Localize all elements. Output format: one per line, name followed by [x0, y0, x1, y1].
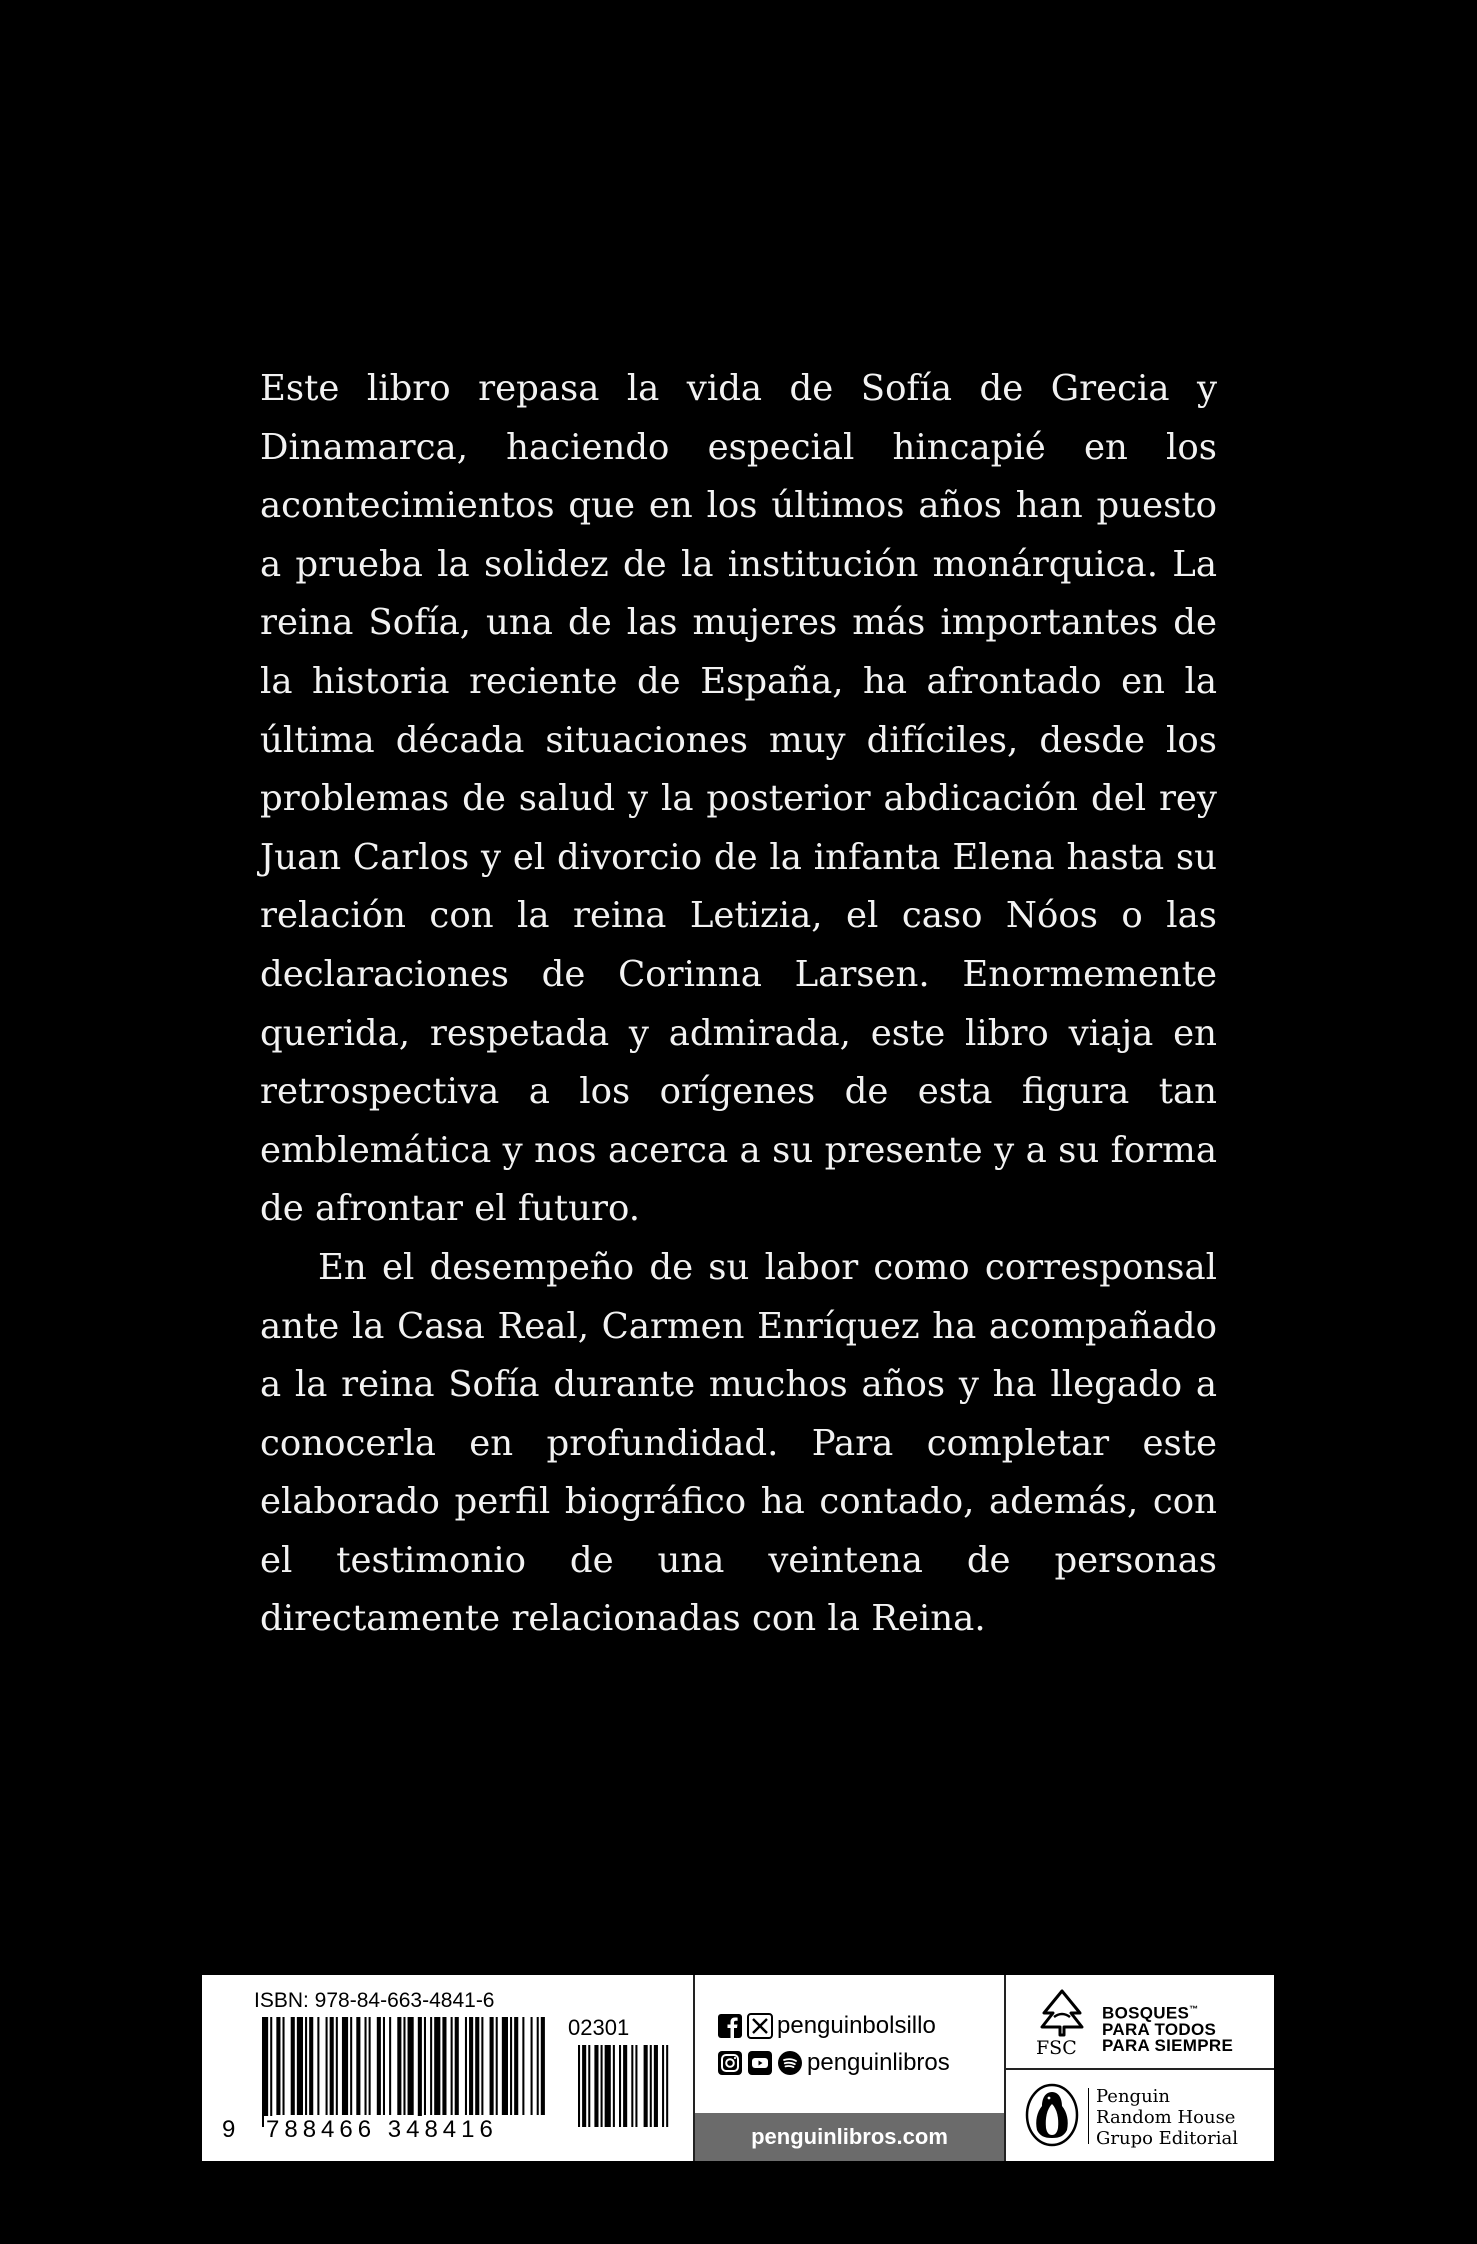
barcode-bar: [408, 2017, 414, 2115]
barcode-digits: 788466 348416: [266, 2116, 498, 2143]
barcode-bar: [496, 2017, 498, 2115]
barcode-bar: [397, 2017, 401, 2115]
barcode-bar: [317, 2017, 319, 2115]
barcode-box: [202, 1975, 695, 2161]
youtube-icon: [747, 2050, 773, 2076]
addon-barcode-bar: [666, 2045, 668, 2127]
social-row-libros: [717, 2049, 950, 2077]
blurb-paragraph-1: Este libro repasa la vida de Sofía de Grecia y Dinamarca, haciendo especial hincapié en los acontecimientos que en los últimos años han puesto a prueba la solidez de la institución monárquica. La reina Sofía, una de las mujeres más importantes de la historia reciente de España, ha afrontado en la última década situaciones muy difíciles, desde los problemas de salud y la posterior abdicación del rey Juan Carlos y el divorcio de la infanta Elena hasta su relación con la reina Letizia, el caso Nóos o las declaraciones de Corinna Larsen. Enormemente querida, respetada y admirada, este libro viaja en retrospectiva a los orígenes de esta figura tan emblemática y nos acerca a su presente y a su forma de afrontar el futuro.: [260, 368, 1217, 1230]
fsc-slogan: [1102, 2001, 1233, 2054]
fsc-slogan-line-3: PARA SIEMPRE: [1102, 2035, 1234, 2055]
barcode-bar: [365, 2017, 367, 2115]
addon-barcode-bar: [654, 2045, 658, 2127]
barcode-bar: [514, 2017, 518, 2115]
handle-penguinbolsillo: penguinbolsillo: [777, 2012, 936, 2039]
trademark-symbol: ™: [1189, 2004, 1199, 2014]
barcode-addon-code: 02301: [568, 2015, 630, 2040]
barcode-bar: [490, 2017, 494, 2115]
barcode-bar: [424, 2017, 426, 2115]
addon-barcode-bar: [578, 2045, 580, 2127]
publisher-info-panel: [202, 1975, 1274, 2161]
addon-barcode-bar: [601, 2045, 603, 2127]
fsc-label: FSC: [1036, 2037, 1077, 2059]
barcode-bar: [309, 2017, 313, 2115]
logos-box: [1006, 1975, 1274, 2161]
publisher-logo: [1006, 2070, 1274, 2161]
fsc-slogan-line-1: BOSQUES: [1102, 2003, 1190, 2023]
social-row-bolsillo: [717, 2012, 936, 2040]
barcode-bar: [403, 2017, 405, 2115]
handle-penguinlibros: penguinlibros: [807, 2049, 950, 2076]
back-cover-blurb: [260, 360, 1217, 1649]
x-icon: [747, 2013, 773, 2039]
facebook-icon: [717, 2013, 743, 2039]
addon-barcode-bar: [644, 2045, 648, 2127]
barcode-bar: [356, 2017, 360, 2115]
spotify-icon: [777, 2050, 803, 2076]
social-media-box: [695, 1975, 1006, 2161]
barcode-bar: [377, 2017, 381, 2115]
barcode-bar: [510, 2017, 512, 2115]
barcode-bar: [442, 2017, 446, 2115]
barcode-bar: [418, 2017, 422, 2127]
barcode-bar: [383, 2017, 385, 2115]
addon-barcode-bar: [588, 2045, 590, 2127]
addon-barcode-bar: [623, 2045, 627, 2127]
isbn-label: ISBN: 978-84-663-4841-6: [254, 1989, 495, 2012]
barcode-bar: [350, 2017, 352, 2115]
barcode-bar: [451, 2017, 453, 2115]
barcode-bar: [283, 2017, 285, 2115]
addon-barcode-bar: [619, 2045, 621, 2127]
website-url[interactable]: penguinlibros.com: [695, 2113, 1004, 2161]
barcode-bar: [330, 2017, 334, 2115]
barcode-bar: [502, 2017, 508, 2115]
publisher-divider: [1088, 2088, 1089, 2144]
addon-barcode-bar: [605, 2045, 611, 2127]
barcode-bar: [541, 2017, 545, 2115]
barcode-bar: [430, 2017, 432, 2115]
publisher-line-3: Grupo Editorial: [1096, 2128, 1238, 2149]
barcode-bar: [326, 2017, 328, 2115]
barcode-bar: [297, 2017, 303, 2115]
fsc-slogan-line-2: PARA TODOS: [1102, 2019, 1217, 2039]
barcode-bar: [305, 2017, 307, 2115]
penguin-icon: [1024, 2082, 1080, 2148]
barcode-bar: [531, 2017, 533, 2115]
addon-barcode-bar: [613, 2045, 615, 2127]
addon-barcode-bar: [662, 2045, 664, 2127]
addon-barcode-bar: [631, 2045, 633, 2127]
addon-barcode-bar: [635, 2045, 637, 2127]
barcode-bar: [276, 2017, 280, 2115]
barcode-bar: [336, 2017, 338, 2115]
barcode-bar: [270, 2017, 272, 2127]
barcode-bar: [522, 2017, 524, 2115]
barcode-bar: [262, 2017, 268, 2127]
barcode-first-digit: 9: [222, 2116, 236, 2143]
addon-barcode-bar: [650, 2045, 652, 2127]
barcode-bar: [291, 2017, 295, 2115]
instagram-icon: [717, 2050, 743, 2076]
fsc-tree-icon: [1032, 1987, 1092, 2037]
addon-barcode-bar: [594, 2045, 598, 2127]
publisher-name: [1096, 2086, 1238, 2149]
barcode-bar: [481, 2017, 483, 2115]
barcode-bar: [465, 2017, 467, 2115]
publisher-line-1: Penguin: [1096, 2086, 1171, 2107]
barcode-bar: [475, 2017, 479, 2115]
barcode-bar: [389, 2017, 391, 2115]
publisher-line-2: Random House: [1096, 2107, 1236, 2128]
barcode-bar: [434, 2017, 440, 2115]
addon-barcode-bar: [582, 2045, 586, 2127]
barcode-bar: [369, 2017, 371, 2115]
barcode-bar: [537, 2017, 539, 2115]
blurb-paragraph-2: En el desempeño de su labor como corresponsal ante la Casa Real, Carmen Enríquez ha acompañado a la reina Sofía durante muchos años y ha llegado a conocerla en profundidad. Para completar este elaborado perfil biográfico ha contado, además, con el testimonio de una veintena de personas directamente relacionadas con la Reina.: [260, 1246, 1217, 1640]
fsc-certification: [1006, 1975, 1274, 2070]
barcode-bar: [455, 2017, 459, 2115]
barcode-bar: [342, 2017, 348, 2115]
barcode-bar: [469, 2017, 473, 2115]
